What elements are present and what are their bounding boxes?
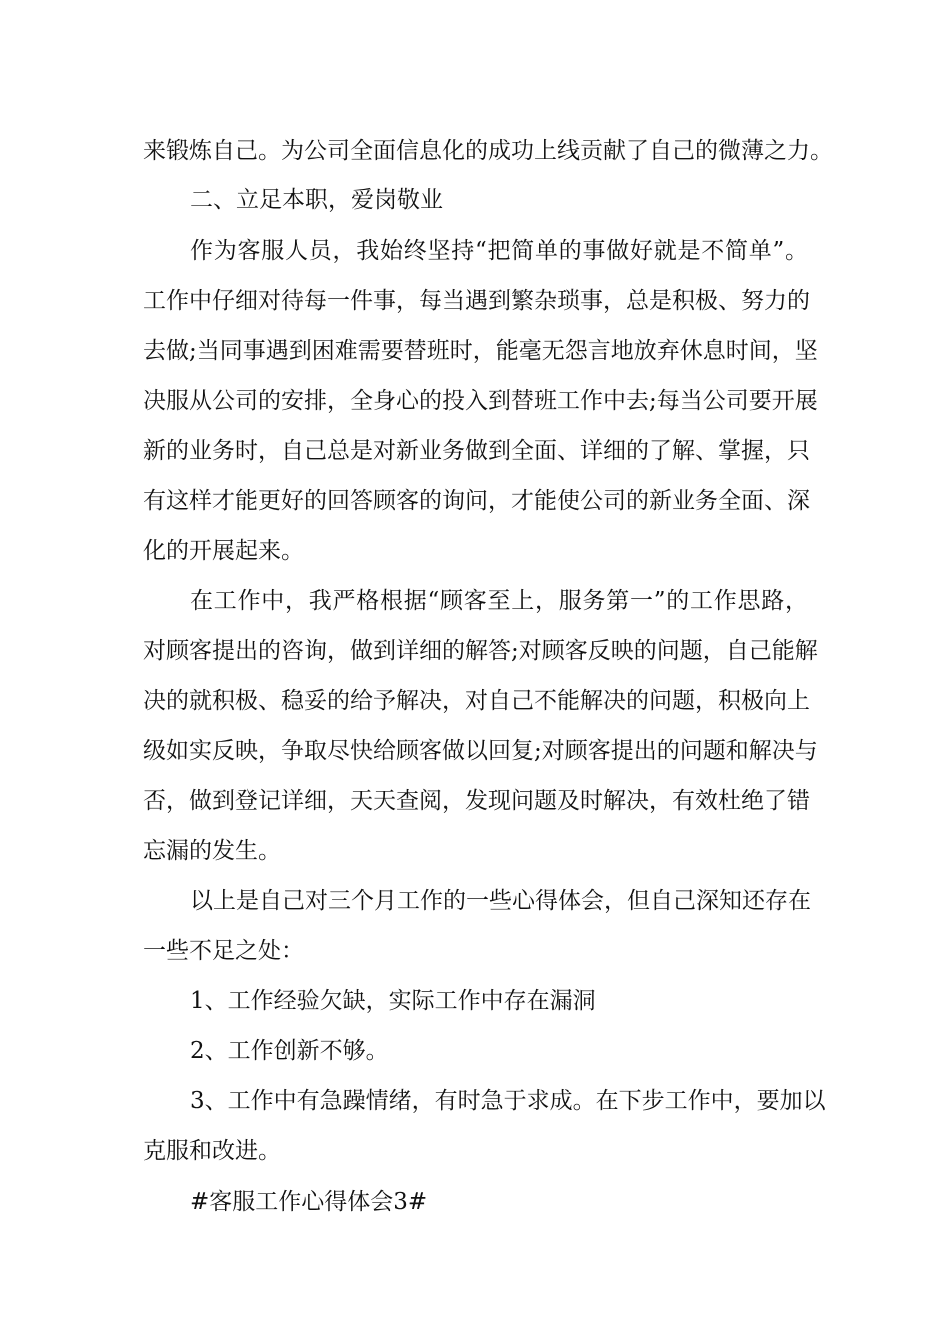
paragraph-line: 决的就积极、稳妥的给予解决，对自己不能解决的问题，积极向上 [143,688,810,714]
paragraph-line: 作为客服人员，我始终坚持“把简单的事做好就是不简单”。 [190,238,808,264]
section-heading: 二、立足本职，爱岗敬业 [190,187,443,213]
paragraph-line: 决服从公司的安排，全身心的投入到替班工作中去;每当公司要开展 [143,388,818,414]
paragraph-line: 工作中仔细对待每一件事，每当遇到繁杂琐事，总是积极、努力的 [143,288,810,314]
paragraph-line: 以上是自己对三个月工作的一些心得体会，但自己深知还存在 [190,888,811,914]
list-item: 3、工作中有急躁情绪，有时急于求成。在下步工作中，要加以 [190,1088,826,1114]
paragraph-line: 来锻炼自己。为公司全面信息化的成功上线贡献了自己的微薄之力。 [143,138,833,164]
paragraph-line: 克服和改进。 [143,1138,281,1164]
paragraph-line: 化的开展起来。 [143,538,304,564]
list-item: 1、工作经验欠缺，实际工作中存在漏洞 [190,988,596,1014]
paragraph-line: 对顾客提出的咨询，做到详细的解答;对顾客反映的问题，自己能解 [143,638,818,664]
paragraph-line: 新的业务时，自己总是对新业务做到全面、详细的了解、掌握，只 [143,438,810,464]
paragraph-line: 去做;当同事遇到困难需要替班时，能毫无怨言地放弃休息时间，坚 [143,338,818,364]
paragraph-line: 忘漏的发生。 [143,838,281,864]
paragraph-line: 级如实反映，争取尽快给顾客做以回复;对顾客提出的问题和解决与 [143,738,818,764]
paragraph-line: 一些不足之处： [143,938,304,964]
list-item: 2、工作创新不够。 [190,1038,389,1064]
paragraph-line: 有这样才能更好的回答顾客的询问，才能使公司的新业务全面、深 [143,488,810,514]
section-marker: #客服工作心得体会3# [190,1189,428,1215]
paragraph-line: 在工作中，我严格根据“顾客至上，服务第一”的工作思路， [190,588,808,614]
paragraph-line: 否，做到登记详细，天天查阅，发现问题及时解决，有效杜绝了错 [143,788,810,814]
